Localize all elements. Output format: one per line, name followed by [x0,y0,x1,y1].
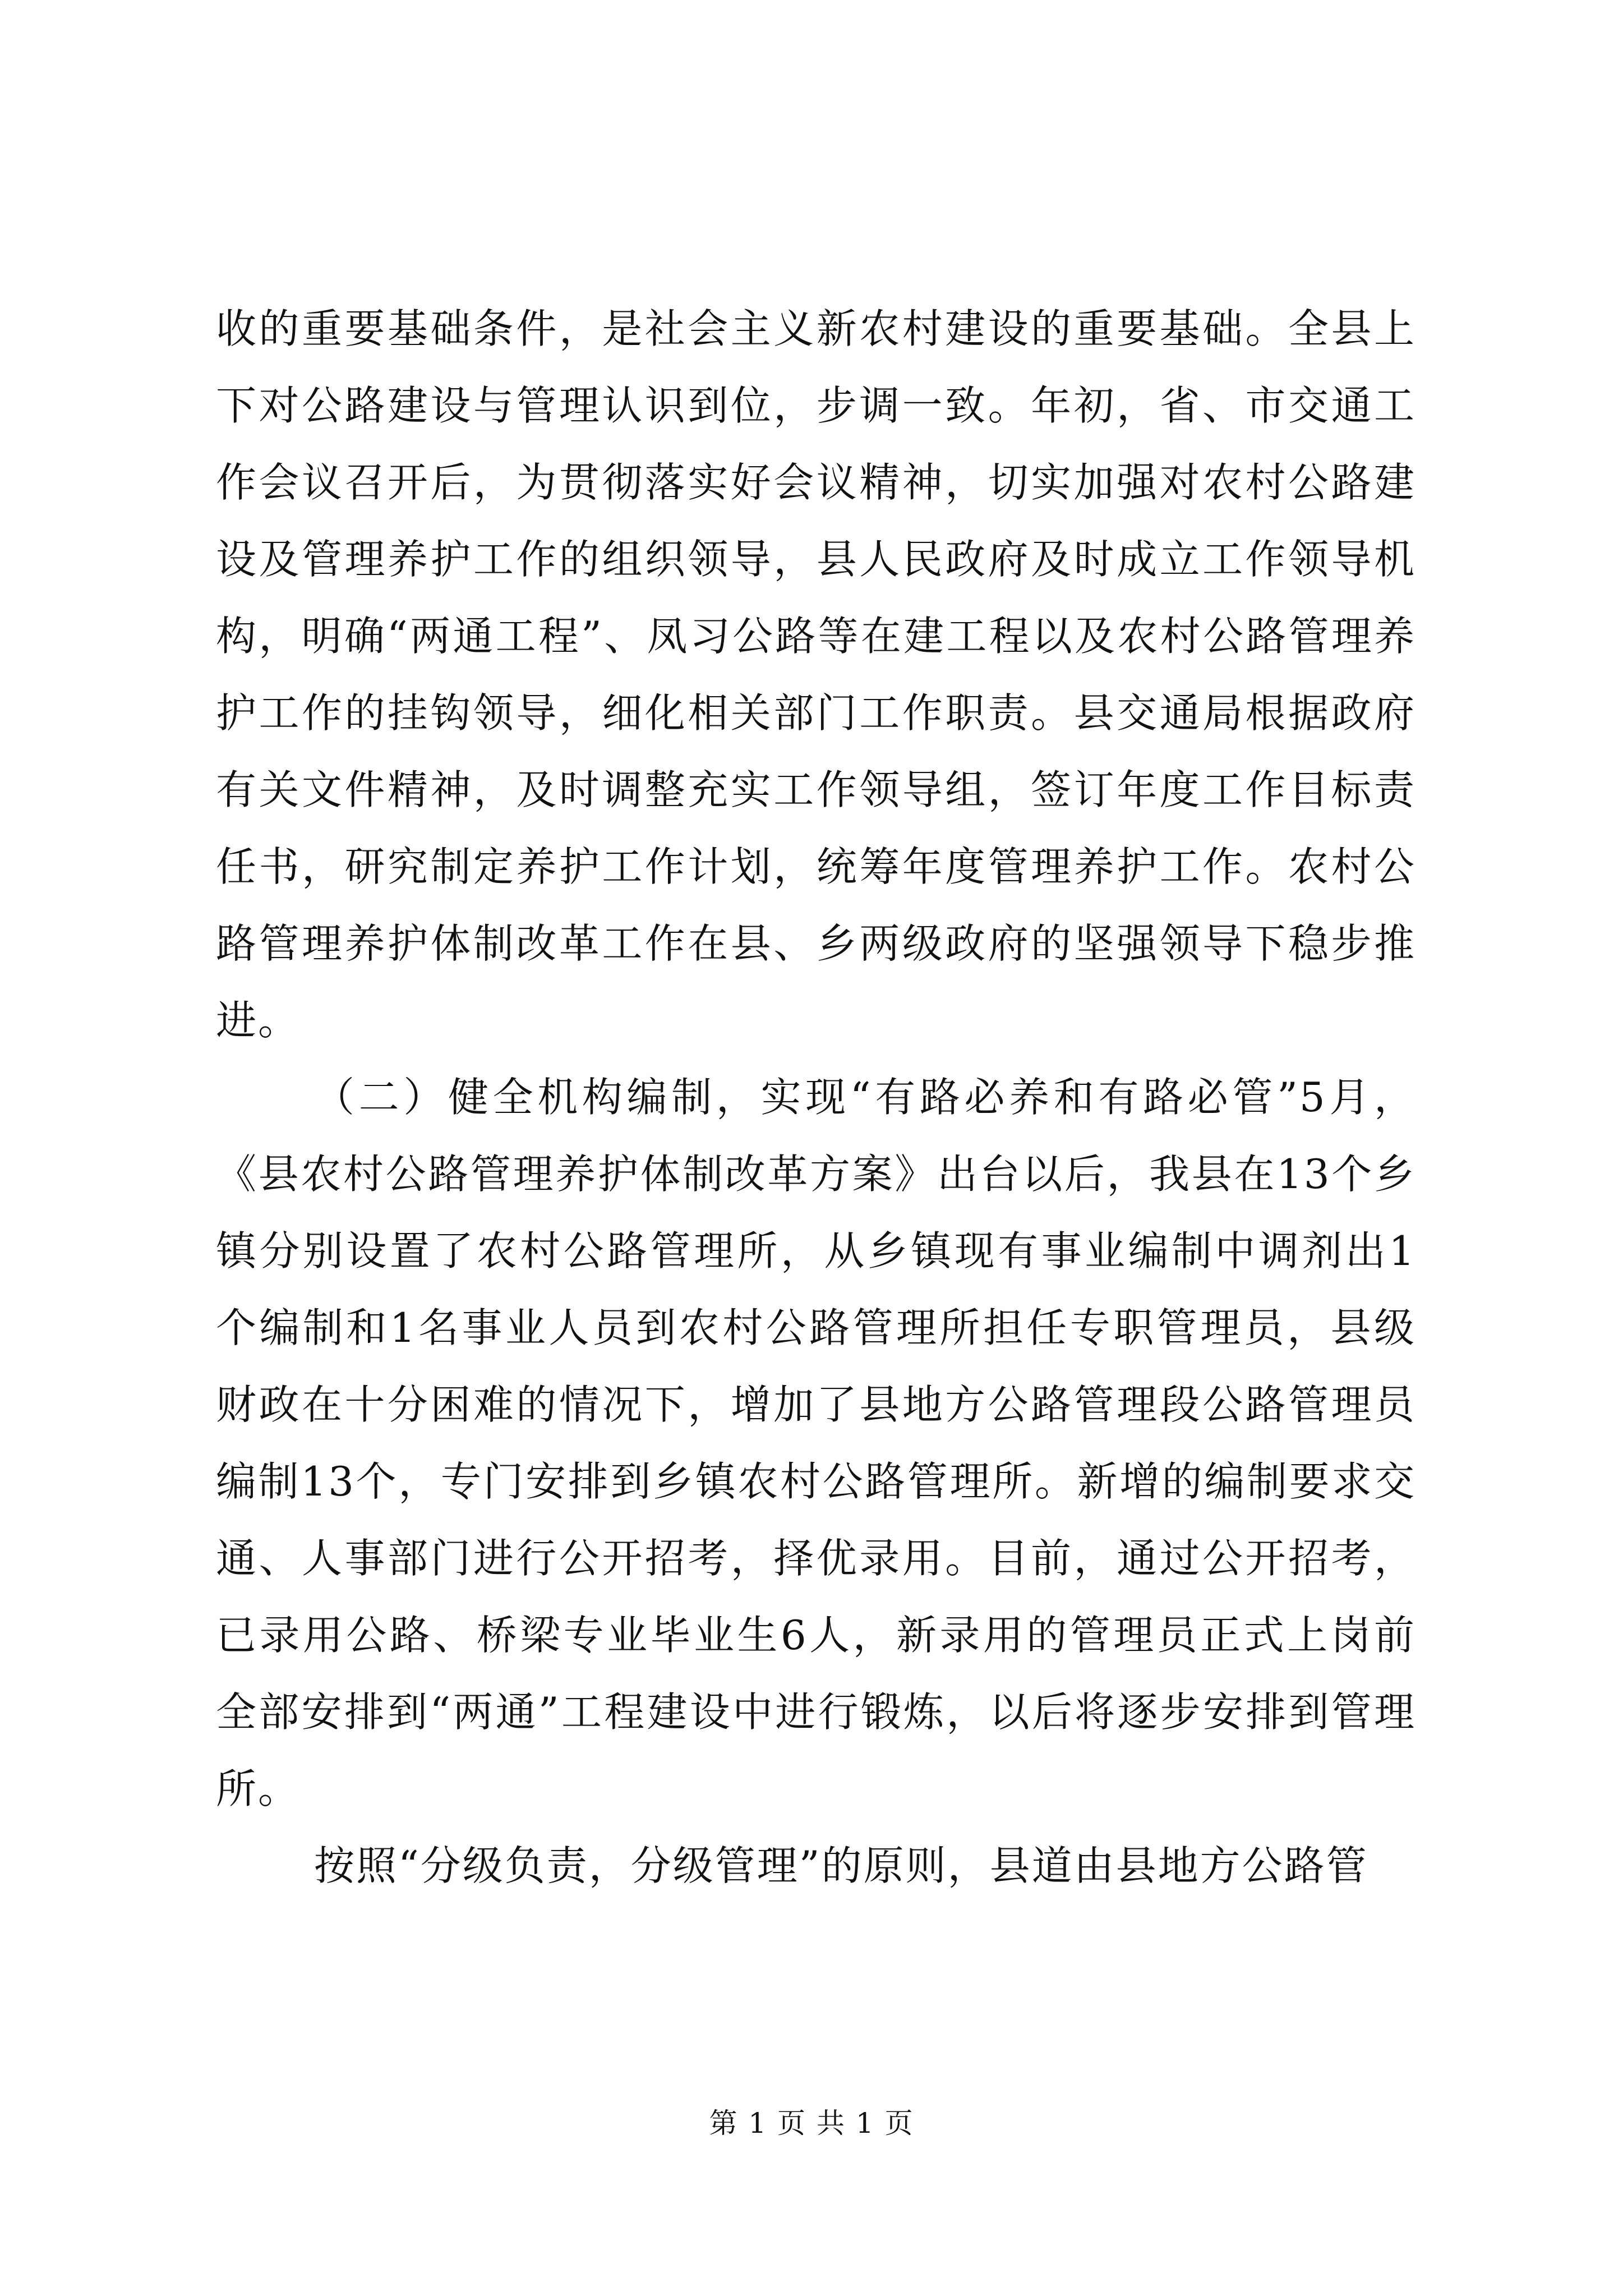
page-footer: 第 1 页 共 1 页 [709,2107,914,2139]
paragraph-2: （二）健全机构编制，实现“有路必养和有路必管”5月，《县农村公路管理养护体制改革方案》出台以后，我县在13个乡镇分别设置了农村公路管理所，从乡镇现有事业编制中调剂出1个编制和1名事业人员到农村公路管理所担任专职管理员，县级财政在十分困难的情况下，增加了县地方公路管理段公路管理员编制13个，专门安排到乡镇农村公路管理所。新增的编制要求交通、人事部门进行公开招考，择优录用。目前，通过公开招考，已录用公路、桥梁专业毕业生6人，新录用的管理员正式上岗前全部安排到“两通”工程建设中进行锻炼，以后将逐步安排到管理所。 [216,1074,1416,1812]
paragraph-1: 收的重要基础条件，是社会主义新农村建设的重要基础。全县上下对公路建设与管理认识到位，步调一致。年初，省、市交通工作会议召开后，为贯彻落实好会议精神，切实加强对农村公路建设及管理养护工作的组织领导，县人民政府及时成立工作领导机构，明确“两通工程”、凤习公路等在建工程以及农村公路管理养护工作的挂钩领导，细化相关部门工作职责。县交通局根据政府有关文件精神，及时调整充实工作领导组，签订年度工作目标责任书，研究制定养护工作计划，统筹年度管理养护工作。农村公路管理养护体制改革工作在县、乡两级政府的坚强领导下稳步推进。 [216,305,1416,1044]
paragraph-3: 按照“分级负责，分级管理”的原则，县道由县地方公路管 [314,1842,1368,1889]
document-body [216,291,1416,1904]
